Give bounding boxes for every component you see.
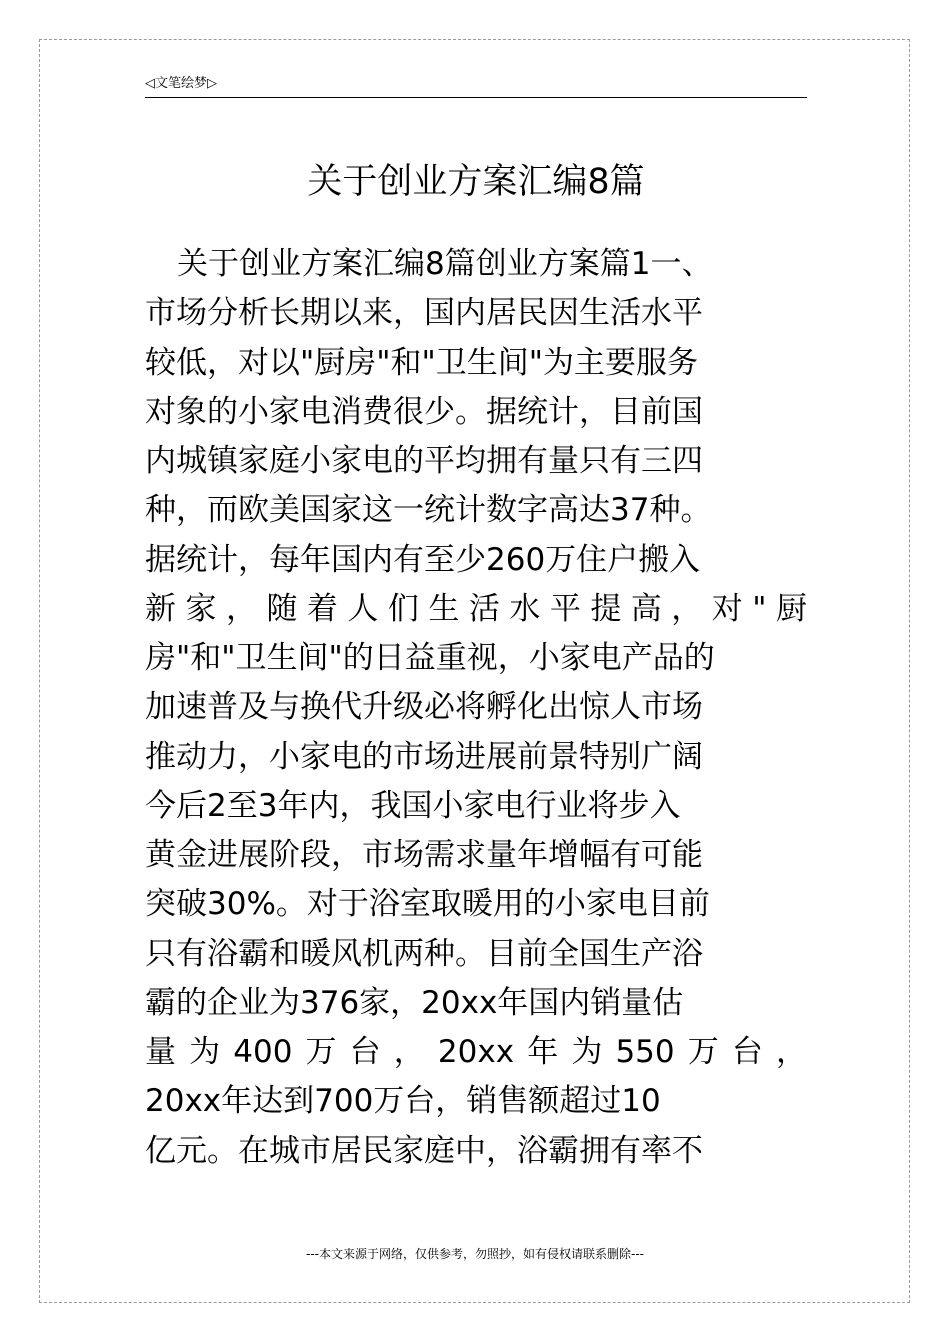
body-line: 加速普及与换代升级必将孵化出惊人市场	[145, 689, 703, 726]
body-line: 对象的小家电消费很少。据统计，目前国	[145, 393, 703, 430]
body-line: 今后2至3年内，我国小家电行业将步入	[145, 787, 681, 824]
body-line: 较低，对以"厨房"和"卫生间"为主要服务	[145, 344, 699, 381]
body-line: 霸的企业为376家，20xx年国内销量估	[145, 984, 684, 1021]
body-line: 市场分析长期以来，国内居民因生活水平	[145, 295, 703, 332]
body-line: 量为400万台，20xx年为550万台，	[145, 1034, 807, 1070]
body-line: 突破30%。对于浴室取暖用的小家电目前	[145, 886, 710, 923]
page-header	[145, 73, 807, 98]
document-title: 关于创业方案汇编8篇	[307, 162, 645, 202]
body-line: 20xx年达到700万台，销售额超过10	[145, 1083, 661, 1120]
body-line: 新家，随着人们生活水平提高，对"厨	[145, 590, 807, 627]
body-line: 种，而欧美国家这一统计数字高达37种。	[145, 492, 712, 529]
body-line: 只有浴霸和暖风机两种。目前全国生产浴	[145, 935, 703, 972]
body-line: 房"和"卫生间"的日益重视，小家电产品的	[145, 640, 715, 676]
body-line: 内城镇家庭小家电的平均拥有量只有三四	[145, 443, 703, 479]
body-line: 据统计，每年国内有至少260万住户搬入	[145, 541, 701, 578]
body-line: 亿元。在城市居民家庭中，浴霸拥有率不	[145, 1132, 703, 1169]
document-body	[145, 240, 845, 1176]
body-line: 关于创业方案汇编8篇创业方案篇1一、	[177, 246, 713, 282]
body-line: 黄金进展阶段，市场需求量年增幅有可能	[145, 837, 703, 873]
header-text: ◁文笔绘梦▷	[145, 76, 217, 91]
page-footer: ---本文来源于网络，仅供参考，勿照抄，如有侵权请联系删除---	[306, 1247, 644, 1261]
body-line: 推动力，小家电的市场进展前景特别广阔	[145, 738, 703, 775]
